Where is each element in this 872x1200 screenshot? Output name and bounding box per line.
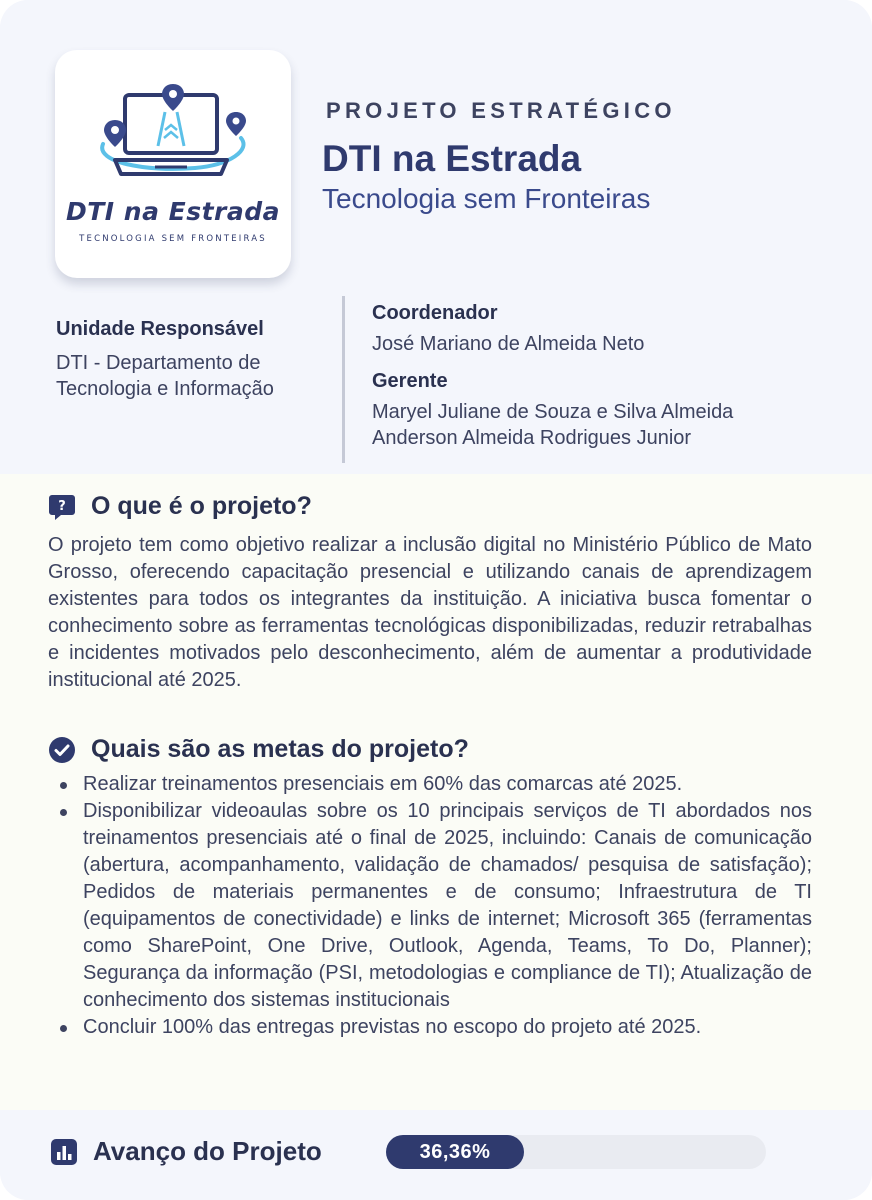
progress-bar [386,1135,766,1169]
page-title: DTI na Estrada [322,138,582,179]
page-subtitle: Tecnologia sem Fronteiras [322,183,651,214]
progress-heading: Avanço do Projeto [93,1136,322,1166]
header [0,0,872,474]
laptop-road-icon [55,50,291,200]
manager-name: Maryel Juliane de Souza e Silva Almeida [372,401,734,423]
project-logo [55,50,291,278]
progress-fill [386,1135,524,1169]
goal-item: Disponibilizar videoaulas sobre os 10 principais serviços de TI abordados nos treinamentos presenciais até o final de 2025, incluindo: Canais de comunicação (abertura, acompanhamento, validação de chamados/ pesquisa de satisfação); Pedidos de materiais permanentes e de consumo; Infraestrutura de TI (equipamentos de conectividade) e links de internet; Microsoft 365 (ferramentas como SharePoint, One Drive, Outlook, Agenda, Teams, To Do, Planner); Segurança da informação (PSI, metodologias e compliance de TI); Atualização de conhecimento dos sistemas institucionais [60,798,812,1014]
divider [342,296,345,463]
about-heading: O que é o projeto? [91,492,312,520]
manager-label: Gerente [372,370,448,392]
coordinator-name: José Mariano de Almeida Neto [372,333,645,355]
eyebrow-label: PROJETO ESTRATÉGICO [326,98,676,123]
check-circle-icon [48,736,76,764]
progress-value: 36,36% [419,1141,491,1163]
svg-text:?: ? [58,498,66,514]
unit-value [56,350,336,402]
about-text: O projeto tem como objetivo realizar a inclusão digital no Ministério Público de Mato Grosso, oferecendo capacitação presencial e utilizando canais de aprendizagem existentes para todos os integrantes da instituição. A iniciativa busca fomentar o conhecimento sobre as ferramentas tecnológicas disponibilizadas, reduzir retrabalhas e incidentes motivados pelo desconhecimento, além de aumentar a produtividade institucional até 2025. [48,534,812,691]
goal-item: Concluir 100% das entregas previstas no escopo do projeto até 2025. [60,1014,812,1041]
manager-name: Anderson Almeida Rodrigues Junior [372,427,692,449]
manager-names [372,399,852,451]
goal-item: Realizar treinamentos presenciais em 60% das comarcas até 2025. [60,771,812,798]
unit-label: Unidade Responsável [56,318,264,340]
goals-list [60,771,812,1041]
about-heading-row [48,492,312,521]
progress-heading-row [50,1136,322,1167]
coordinator-label: Coordenador [372,302,498,324]
unit-line: DTI - Departamento de [56,352,261,374]
unit-line: Tecnologia e Informação [56,378,274,400]
goals-heading: Quais são as metas do projeto? [91,735,469,763]
logo-title: DTI na Estrada [65,197,281,226]
goals-heading-row [48,735,469,764]
bar-chart-icon [50,1138,78,1166]
progress-footer [0,1110,872,1200]
logo-subtitle: TECNOLOGIA SEM FRONTEIRAS [79,234,267,244]
question-bubble-icon [48,493,76,521]
